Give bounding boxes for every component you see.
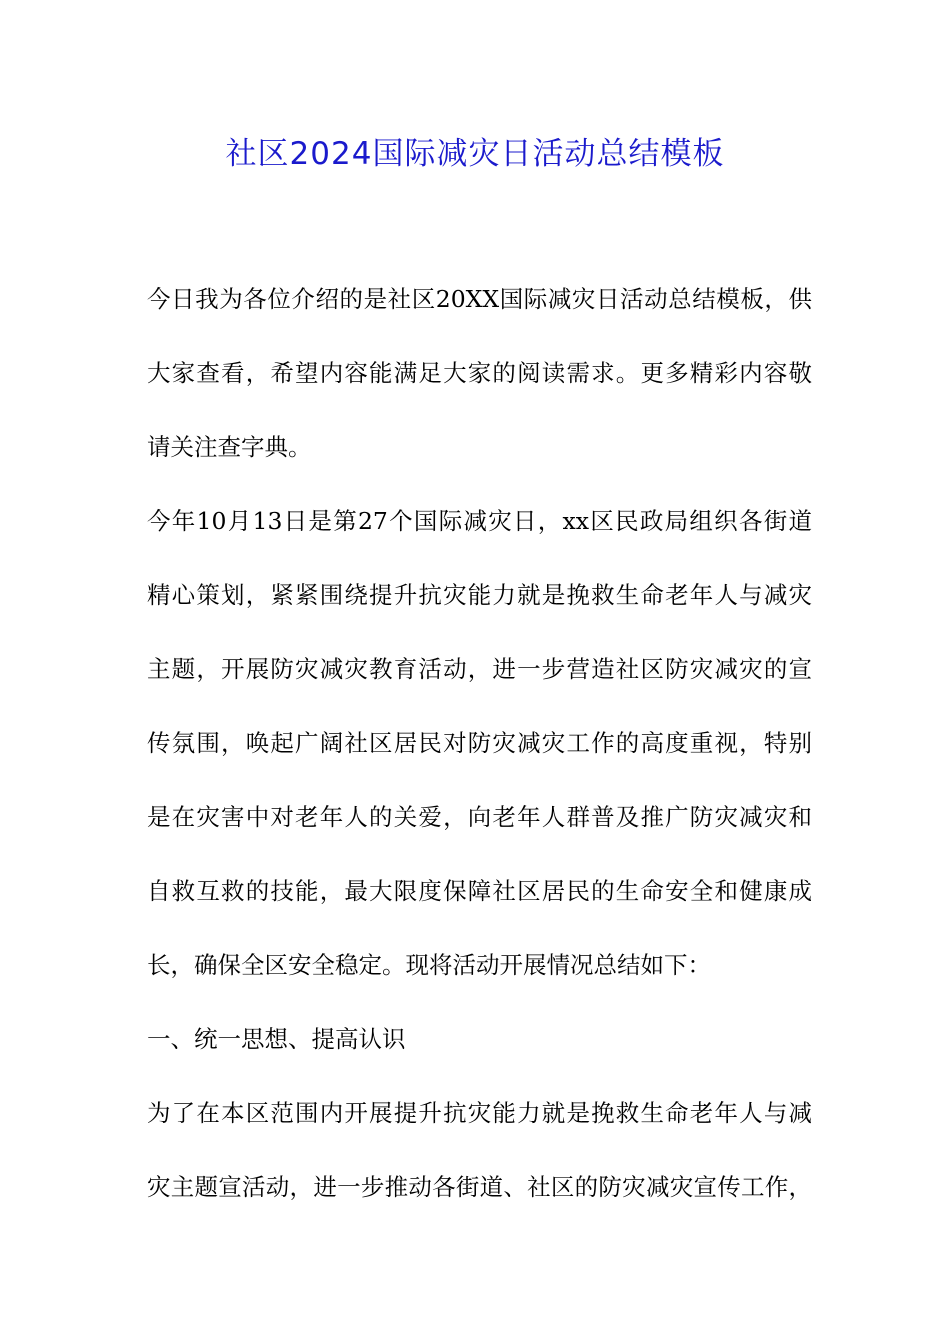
body-line: 主题，开展防灾减灾教育活动，进一步营造社区防灾减灾的宣 bbox=[147, 655, 812, 683]
body-line: 今年10月13日是第27个国际减灾日，xx区民政局组织各街道 bbox=[147, 507, 812, 535]
body-line: 为了在本区范围内开展提升抗灾能力就是挽救生命老年人与减 bbox=[147, 1099, 812, 1127]
document-title: 社区2024国际减灾日活动总结模板 bbox=[225, 136, 725, 172]
body-line: 灾主题宣活动，进一步推动各街道、社区的防灾减灾宣传工作， bbox=[147, 1173, 812, 1201]
body-line: 长，确保全区安全稳定。现将活动开展情况总结如下： bbox=[147, 951, 711, 979]
body-line: 请关注查字典。 bbox=[147, 433, 312, 461]
body-line: 自救互救的技能，最大限度保障社区居民的生命安全和健康成 bbox=[147, 877, 812, 905]
body-line: 今日我为各位介绍的是社区20XX国际减灾日活动总结模板，供 bbox=[147, 285, 812, 313]
body-line: 精心策划，紧紧围绕提升抗灾能力就是挽救生命老年人与减灾 bbox=[147, 581, 812, 609]
section-heading: 一、统一思想、提高认识 bbox=[147, 1025, 406, 1053]
document-body bbox=[147, 262, 812, 1224]
body-line: 传氛围，唤起广阔社区居民对防灾减灾工作的高度重视，特别 bbox=[147, 729, 812, 757]
body-line: 是在灾害中对老年人的关爱，向老年人群普及推广防灾减灾和 bbox=[147, 803, 812, 831]
body-line: 大家查看，希望内容能满足大家的阅读需求。更多精彩内容敬 bbox=[147, 359, 812, 387]
